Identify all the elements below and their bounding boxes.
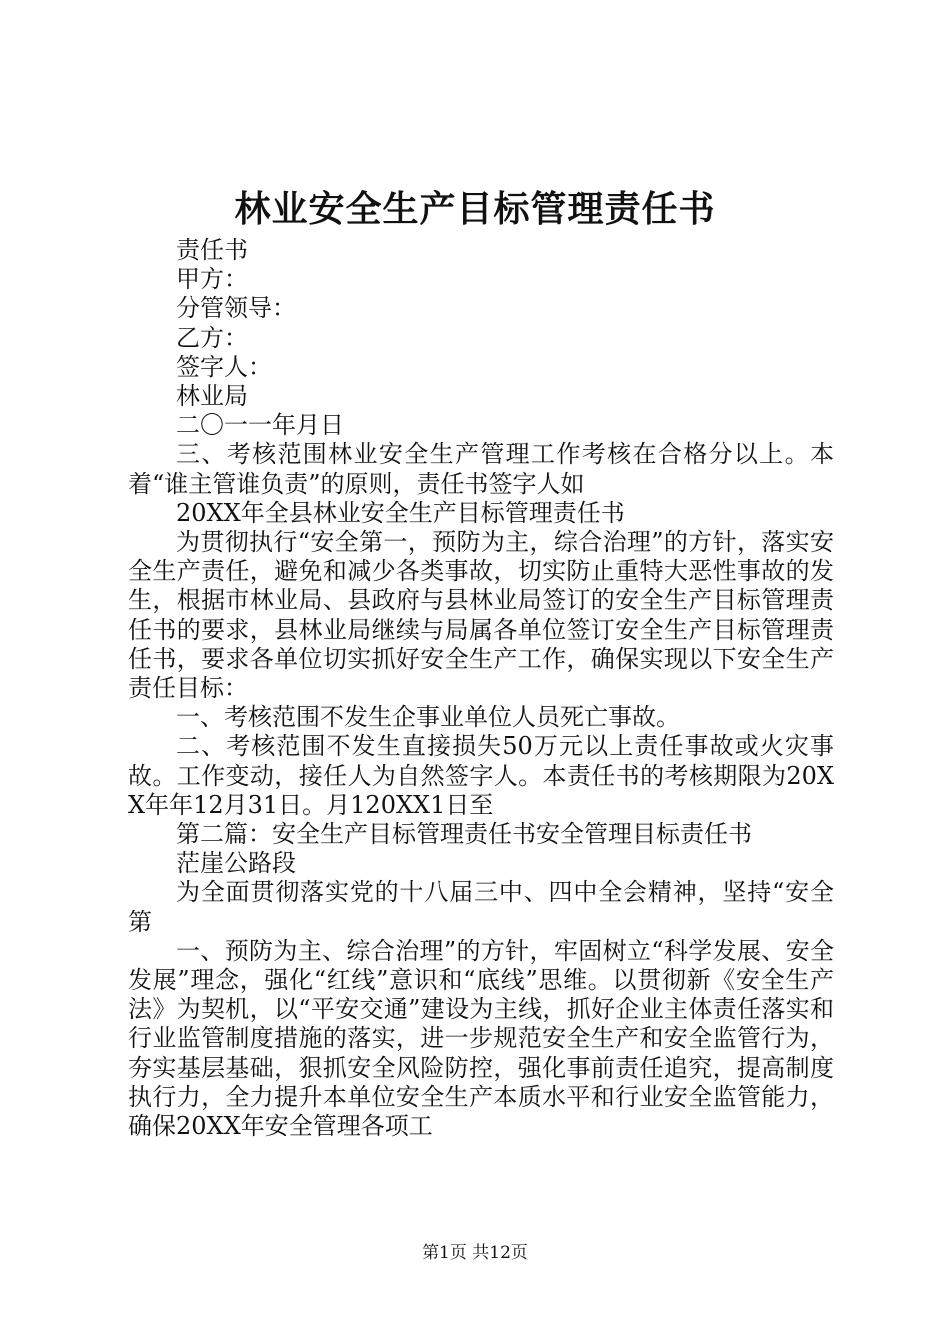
paragraph: 20XX年全县林业安全生产目标管理责任书 xyxy=(176,498,625,527)
document-title: 林业安全生产目标管理责任书 xyxy=(234,188,716,230)
paragraph: 一、考核范围不发生企事业单位人员死亡事故。 xyxy=(176,703,680,732)
paragraph: 甲方： xyxy=(176,265,248,294)
paragraph: 第二篇：安全生产目标管理责任书安全管理目标责任书 xyxy=(176,820,752,849)
document-body xyxy=(128,236,834,1141)
paragraph: 为全面贯彻落实党的十八届三中、四中全会精神，坚持“安全第 xyxy=(128,878,834,936)
paragraph: 签字人： xyxy=(176,352,272,381)
paragraph: 责任书 xyxy=(176,236,248,264)
paragraph: 三、考核范围林业安全生产管理工作考核在合格分以上。本着“谁主管谁负责”的原则，责任书签字人如 xyxy=(128,440,834,498)
paragraph: 一、预防为主、综合治理”的方针，牢固树立“科学发展、安全发展”理念，强化“红线”意识和“底线”思维。以贯彻新《安全生产法》为契机，以“平安交通”建设为主线，抓好企业主体责任落实和行业监管制度措施的落实，进一步规范安全生产和安全监管行为，夯实基层基础，狠抓安全风险防控，强化事前责任追究，提高制度执行力，全力提升本单位安全生产本质水平和行业安全监管能力，确保20XX年安全管理各项工 xyxy=(128,936,834,1141)
paragraph: 茫崖公路段 xyxy=(176,849,296,878)
paragraph: 分管领导： xyxy=(176,294,296,323)
page-footer: 第1页 共12页 xyxy=(422,1243,528,1263)
paragraph: 乙方： xyxy=(176,323,248,352)
paragraph: 二〇一一年月日 xyxy=(176,411,344,440)
paragraph: 二、考核范围不发生直接损失50万元以上责任事故或火灾事故。工作变动，接任人为自然签字人。本责任书的考核期限为20XX年年12月31日。月120XX1日至 xyxy=(128,732,834,819)
paragraph: 为贯彻执行“安全第一，预防为主，综合治理”的方针，落实安全生产责任，避免和减少各类事故，切实防止重特大恶性事故的发生，根据市林业局、县政府与县林业局签订的安全生产目标管理责任书的要求，县林业局继续与局属各单位签订安全生产目标管理责任书，要求各单位切实抓好安全生产工作，确保实现以下安全生产责任目标： xyxy=(128,528,834,703)
paragraph: 林业局 xyxy=(176,382,248,411)
